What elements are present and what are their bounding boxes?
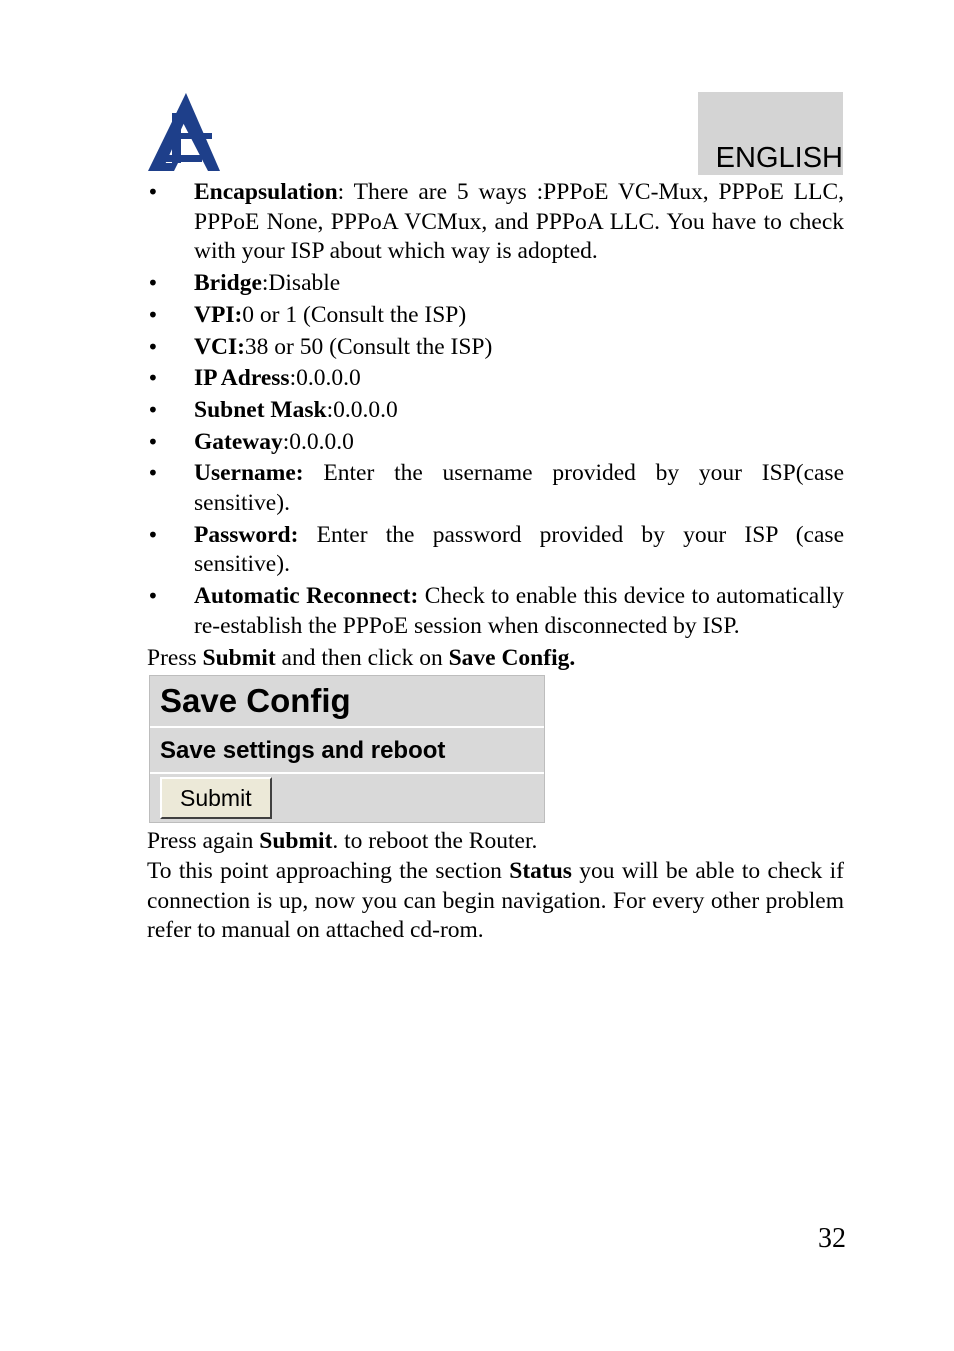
- item-term: VPI:: [194, 301, 243, 328]
- item-separator: :: [326, 396, 334, 423]
- list-item: [147, 396, 844, 426]
- language-badge: [698, 92, 843, 175]
- item-text: 0.0.0.0: [296, 365, 361, 392]
- press-submit-instruction: Press Submit and then click on Save Config.: [147, 644, 576, 671]
- item-text: 0 or 1 (Consult the ISP): [242, 301, 467, 328]
- item-text: Enter the password provided by your ISP (case sensitive).: [194, 521, 844, 578]
- item-term: VCI:: [194, 333, 245, 360]
- item-term: Gateway: [194, 428, 283, 455]
- list-item: [147, 521, 844, 580]
- list-item: [147, 269, 844, 299]
- item-separator: :: [289, 365, 297, 392]
- item-term: Username:: [194, 460, 304, 487]
- atlantis-logo-icon: [148, 93, 220, 171]
- item-text: 0.0.0.0: [289, 428, 354, 455]
- item-term: Automatic Reconnect:: [194, 583, 419, 610]
- save-settings-subtitle: Save settings and reboot: [150, 728, 544, 774]
- list-item: [147, 459, 844, 518]
- item-text: There are 5 ways :PPPoE VC-Mux, PPPoE LLC, PPPoE None, PPPoA VCMux, and PPPoA LLC. You have to check with your ISP about which way is adopted.: [194, 179, 844, 265]
- item-term: Encapsulation: [194, 179, 338, 205]
- press-again-instruction: Press again Submit. to reboot the Router.: [147, 828, 538, 855]
- item-separator: :: [282, 428, 290, 455]
- item-separator: [304, 460, 324, 486]
- item-term: Password:: [194, 521, 299, 548]
- item-separator: [298, 522, 316, 548]
- item-text: Enter the username provided by your ISP(case sensitive).: [194, 460, 845, 517]
- save-config-panel: [149, 675, 545, 823]
- list-item: [147, 364, 844, 394]
- save-config-title: Save Config: [150, 676, 544, 728]
- item-term: Subnet Mask: [194, 396, 327, 423]
- list-item: [147, 178, 844, 267]
- item-text: Disable: [268, 270, 341, 297]
- document-body: [147, 178, 844, 946]
- list-item: [147, 301, 844, 331]
- list-item: [147, 428, 844, 458]
- final-paragraph: To this point approaching the section Status you will be able to check if connection is up, now you can begin navigation. For every other problem refer to manual on attached cd-rom.: [147, 857, 844, 944]
- item-separator: :: [261, 270, 269, 297]
- item-text: 0.0.0.0: [333, 396, 398, 423]
- list-item: [147, 333, 844, 363]
- page-number: 32: [818, 1223, 846, 1254]
- settings-list: [147, 178, 844, 642]
- item-term: Bridge: [194, 270, 262, 297]
- item-text: Check to enable this device to automatically re-establish the PPPoE session when disconnected by ISP.: [194, 583, 844, 639]
- item-term: IP Adress: [194, 365, 290, 392]
- language-label: ENGLISH: [715, 142, 843, 174]
- item-text: 38 or 50 (Consult the ISP): [244, 333, 493, 360]
- submit-button[interactable]: Submit: [160, 777, 272, 819]
- item-separator: :: [337, 179, 354, 205]
- submit-row: [150, 774, 544, 822]
- list-item: [147, 582, 844, 641]
